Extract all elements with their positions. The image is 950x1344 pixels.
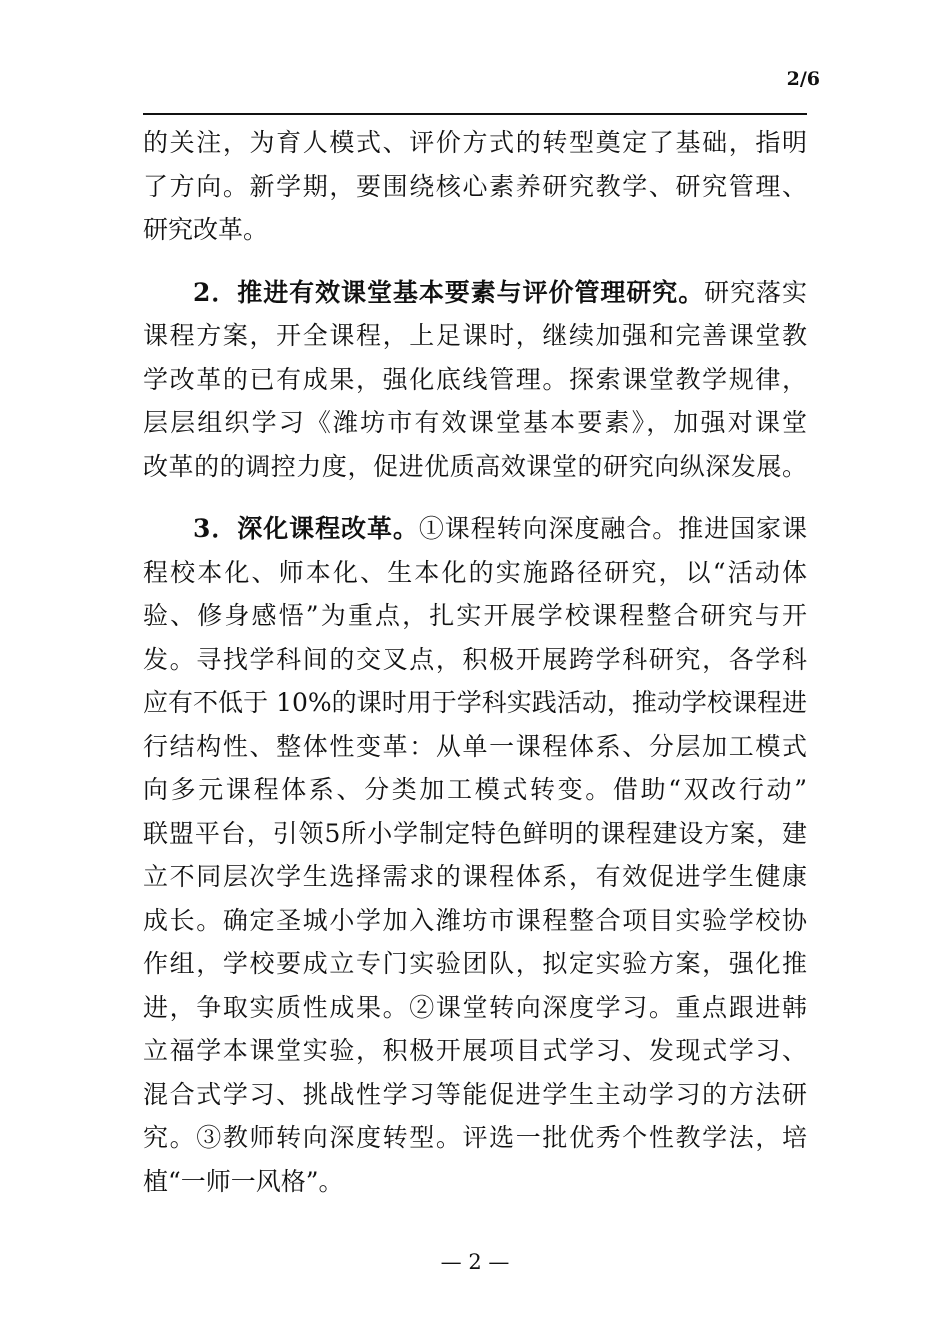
text-line: 验、修身感悟”为重点，扎实开展学校课程整合研究与开 bbox=[143, 601, 807, 630]
text-line: 行结构性、整体性变革：从单一课程体系、分层加工模式 bbox=[143, 731, 807, 761]
text-line bbox=[143, 507, 807, 551]
paragraph-3 bbox=[143, 507, 807, 1203]
text-line: 课程方案，开全课程，上足课时，继续加强和完善课堂教 bbox=[143, 321, 807, 350]
text-line: 了方向。新学期，要围绕核心素养研究教学、研究管理、 bbox=[143, 171, 807, 201]
text-line: 发。寻找学科间的交叉点，积极开展跨学科研究，各学科 bbox=[143, 644, 807, 674]
text-run: ①课程转向深度融合。推进国家课 bbox=[418, 514, 807, 543]
text-line: 学改革的已有成果，强化底线管理。探索课堂教学规律， bbox=[143, 364, 807, 394]
text-run: 研究落实 bbox=[704, 277, 807, 307]
text-line: 混合式学习、挑战性学习等能促进学生主动学习的方法研 bbox=[143, 1079, 807, 1109]
text-line: 的关注，为育人模式、评价方式的转型奠定了基础，指明 bbox=[143, 128, 807, 157]
page-indicator: 2/6 bbox=[786, 68, 820, 90]
document-body bbox=[143, 121, 807, 1203]
section-heading: 3．深化课程改革。 bbox=[193, 514, 419, 543]
paragraph-1 bbox=[143, 121, 807, 252]
text-line: 成长。确定圣城小学加入潍坊市课程整合项目实验学校协 bbox=[143, 905, 807, 935]
text-line: 植“一师一风格”。 bbox=[143, 1166, 344, 1196]
text-line: 向多元课程体系、分类加工模式转变。借助“双改行动” bbox=[143, 775, 807, 804]
text-line: 程校本化、师本化、生本化的实施路径研究，以“活动体 bbox=[143, 557, 807, 587]
text-line: 应有不低于 10%的课时用于学科实践活动，推动学校课程进 bbox=[143, 688, 807, 717]
text-line: 层层组织学习《潍坊市有效课堂基本要素》，加强对课堂 bbox=[143, 408, 807, 437]
text-line: 究。③教师转向深度转型。评选一批优秀个性教学法，培 bbox=[143, 1123, 807, 1152]
header-rule bbox=[143, 113, 807, 115]
section-heading: 2．推进有效课堂基本要素与评价管理研究。 bbox=[193, 277, 705, 307]
text-line: 作组，学校要成立专门实验团队，拟定实验方案，强化推 bbox=[143, 949, 807, 978]
footer-page-number: — 2 — bbox=[440, 1250, 510, 1274]
text-line: 改革的的调控力度，促进优质高效课堂的研究向纵深发展。 bbox=[143, 451, 807, 481]
text-line: 立不同层次学生选择需求的课程体系，有效促进学生健康 bbox=[143, 862, 807, 891]
text-line: 立福学本课堂实验，积极开展项目式学习、发现式学习、 bbox=[143, 1036, 807, 1065]
text-line: 进，争取实质性成果。②课堂转向深度学习。重点跟进韩 bbox=[143, 992, 807, 1022]
text-line: 研究改革。 bbox=[143, 215, 269, 244]
paragraph-2 bbox=[143, 271, 807, 489]
text-line bbox=[143, 271, 807, 315]
text-line: 联盟平台，引领5所小学制定特色鲜明的课程建设方案，建 bbox=[143, 818, 807, 848]
